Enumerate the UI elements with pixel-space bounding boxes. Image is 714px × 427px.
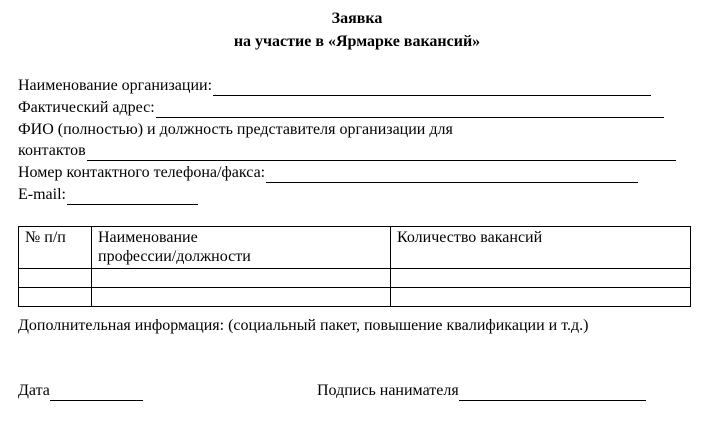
phone-input-line[interactable] bbox=[266, 167, 638, 183]
form-subtitle: на участие в «Ярмарке вакансий» bbox=[233, 33, 481, 50]
signature-label: Подпись нанимателя bbox=[317, 382, 459, 399]
cell-number[interactable] bbox=[19, 288, 92, 307]
table-row bbox=[19, 269, 691, 288]
form-title: Заявка bbox=[331, 10, 383, 27]
vacancy-table-header bbox=[19, 227, 691, 269]
cell-number[interactable] bbox=[19, 269, 92, 288]
signature-input-line[interactable] bbox=[459, 385, 646, 401]
table-row bbox=[19, 288, 691, 307]
date-input-line[interactable] bbox=[50, 385, 143, 401]
cell-profession[interactable] bbox=[92, 288, 391, 307]
representative-label-line2: контактов bbox=[18, 142, 86, 159]
cell-count[interactable] bbox=[391, 288, 691, 307]
date-field bbox=[18, 381, 143, 401]
col-number-header: № п/п bbox=[19, 227, 92, 269]
organization-field bbox=[18, 76, 651, 96]
email-field bbox=[18, 185, 198, 205]
address-label: Фактический адрес: bbox=[18, 99, 155, 116]
phone-label: Номер контактного телефона/факса: bbox=[18, 164, 266, 181]
email-label: E-mail: bbox=[18, 186, 66, 203]
phone-field bbox=[18, 163, 638, 183]
address-input-line[interactable] bbox=[156, 102, 664, 118]
organization-input-line[interactable] bbox=[213, 80, 651, 96]
cell-count[interactable] bbox=[391, 269, 691, 288]
representative-label-line1: ФИО (полностью) и должность представителя организации для bbox=[18, 121, 453, 138]
organization-label: Наименование организации: bbox=[18, 77, 213, 94]
representative-field bbox=[18, 141, 676, 161]
representative-input-line[interactable] bbox=[87, 145, 676, 161]
address-field bbox=[18, 98, 664, 118]
additional-info: Дополнительная информация: (социальный пакет, повышение квалификации и т.д.) bbox=[18, 317, 589, 334]
col-profession-header-line2: профессии/должности bbox=[98, 248, 251, 265]
col-profession-header-line1: Наименование bbox=[98, 229, 198, 246]
col-count-header: Количество вакансий bbox=[391, 227, 691, 269]
date-label: Дата bbox=[18, 382, 50, 399]
signature-field bbox=[317, 381, 646, 401]
email-input-line[interactable] bbox=[67, 189, 198, 205]
col-profession-header bbox=[92, 227, 391, 269]
vacancy-table bbox=[18, 226, 691, 307]
cell-profession[interactable] bbox=[92, 269, 391, 288]
